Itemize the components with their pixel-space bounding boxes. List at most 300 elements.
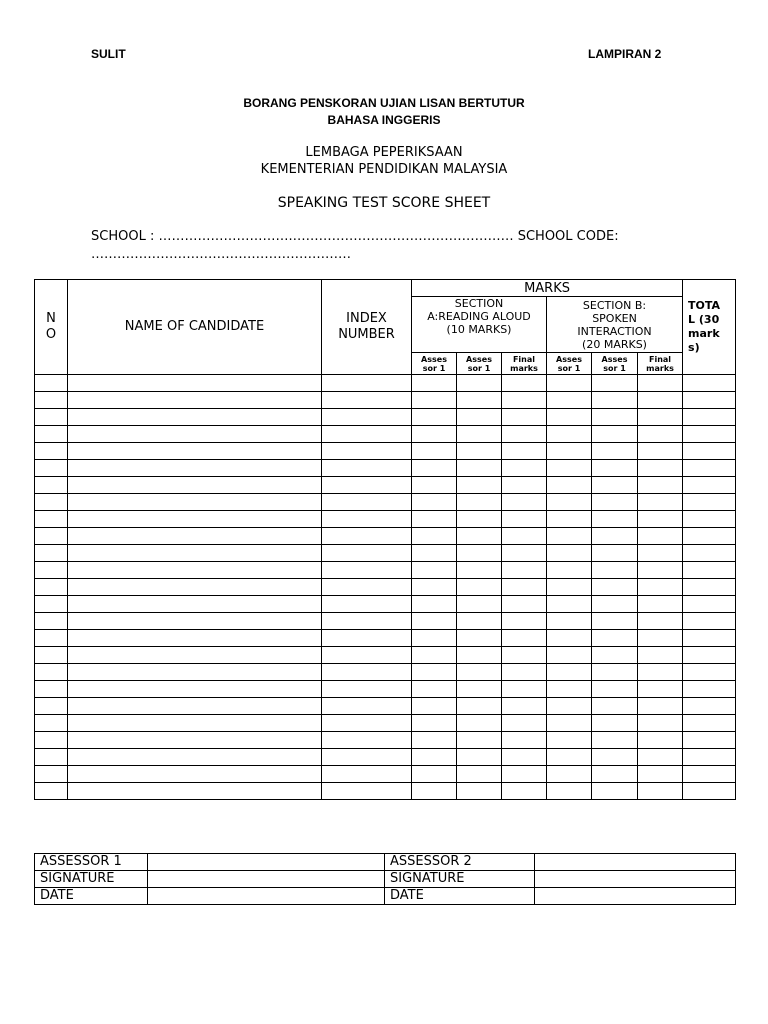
index-number-cell[interactable] (322, 613, 412, 630)
candidate-name-cell[interactable] (68, 698, 322, 715)
candidate-name-cell[interactable] (68, 460, 322, 477)
sec-b-assessor-1-cell[interactable] (547, 732, 592, 749)
sec-a-assessor-1-cell[interactable] (412, 732, 457, 749)
sec-b-assessor-2-cell[interactable] (592, 477, 638, 494)
total-cell[interactable] (683, 647, 736, 664)
table-row (35, 375, 736, 392)
sec-a-assessor-2-cell[interactable] (457, 783, 502, 800)
index-number-cell[interactable] (322, 647, 412, 664)
sheet-title: SPEAKING TEST SCORE SHEET (277, 195, 491, 211)
date-1-label: DATE (35, 888, 148, 905)
sec-b-assessor-2-cell[interactable] (592, 494, 638, 511)
table-row (35, 511, 736, 528)
candidate-name-cell[interactable] (68, 681, 322, 698)
sec-b-final-cell[interactable] (638, 494, 683, 511)
sec-a-final-cell[interactable] (502, 613, 547, 630)
sec-a-final-cell[interactable] (502, 664, 547, 681)
sec-b-assessor-1-cell[interactable] (547, 681, 592, 698)
sec-b-final-cell[interactable] (638, 596, 683, 613)
sec-b-final-cell[interactable] (638, 698, 683, 715)
sec-a-final-cell[interactable] (502, 783, 547, 800)
no-cell[interactable] (35, 715, 68, 732)
sec-b-assessor-2-cell[interactable] (592, 443, 638, 460)
sec-a-assessor-1-cell[interactable] (412, 664, 457, 681)
index-number-cell[interactable] (322, 630, 412, 647)
table-row (35, 562, 736, 579)
sec-b-assessor-2-cell[interactable] (592, 664, 638, 681)
sec-b-assessor-2-cell[interactable] (592, 545, 638, 562)
sec-a-assessor-1-cell[interactable] (412, 596, 457, 613)
total-cell[interactable] (683, 545, 736, 562)
sec-a-assessor-1-cell[interactable] (412, 409, 457, 426)
sec-a-assessor-2-cell[interactable] (457, 766, 502, 783)
header-sec-a-final-marks: Final marks (502, 353, 547, 375)
total-cell[interactable] (683, 749, 736, 766)
candidate-name-cell[interactable] (68, 749, 322, 766)
sec-a-assessor-1-cell[interactable] (412, 375, 457, 392)
sec-b-assessor-2-cell[interactable] (592, 528, 638, 545)
total-cell[interactable] (683, 579, 736, 596)
total-cell[interactable] (683, 783, 736, 800)
candidate-name-cell[interactable] (68, 732, 322, 749)
sec-a-final-cell[interactable] (502, 460, 547, 477)
table-row (35, 664, 736, 681)
sec-b-assessor-1-cell[interactable] (547, 392, 592, 409)
sec-a-final-cell[interactable] (502, 749, 547, 766)
school-field: SCHOOL : ………………………….…………………………………………… SCHOOL CODE: (91, 229, 619, 244)
no-cell[interactable] (35, 749, 68, 766)
table-row (35, 749, 736, 766)
candidate-name-cell[interactable] (68, 562, 322, 579)
form-title-line2: BAHASA INGGERIS (327, 113, 441, 127)
sec-b-final-cell[interactable] (638, 766, 683, 783)
sec-a-assessor-1-cell[interactable] (412, 613, 457, 630)
sec-a-assessor-2-cell[interactable] (457, 681, 502, 698)
sec-b-assessor-1-cell[interactable] (547, 749, 592, 766)
sec-b-assessor-1-cell[interactable] (547, 460, 592, 477)
sec-a-assessor-1-cell[interactable] (412, 749, 457, 766)
sec-a-assessor-1-cell[interactable] (412, 681, 457, 698)
sec-a-assessor-1-cell[interactable] (412, 443, 457, 460)
table-row (35, 613, 736, 630)
sec-b-assessor-2-cell[interactable] (592, 715, 638, 732)
sec-a-final-cell[interactable] (502, 562, 547, 579)
sec-a-final-cell[interactable] (502, 426, 547, 443)
total-cell[interactable] (683, 477, 736, 494)
sec-a-final-cell[interactable] (502, 528, 547, 545)
candidate-name-cell[interactable] (68, 579, 322, 596)
sec-b-assessor-1-cell[interactable] (547, 613, 592, 630)
index-number-cell[interactable] (322, 545, 412, 562)
sec-a-assessor-2-cell[interactable] (457, 375, 502, 392)
assessor-2-field[interactable] (535, 854, 736, 871)
sec-a-assessor-2-cell[interactable] (457, 732, 502, 749)
org-line1: LEMBAGA PEPERIKSAAN (305, 145, 463, 160)
total-cell[interactable] (683, 392, 736, 409)
total-cell[interactable] (683, 443, 736, 460)
sec-a-assessor-2-cell[interactable] (457, 443, 502, 460)
candidate-name-cell[interactable] (68, 443, 322, 460)
index-number-cell[interactable] (322, 562, 412, 579)
sec-b-final-cell[interactable] (638, 715, 683, 732)
header-total: TOTA L (30 mark s) (683, 280, 736, 375)
total-cell[interactable] (683, 681, 736, 698)
sec-a-assessor-2-cell[interactable] (457, 528, 502, 545)
no-cell[interactable] (35, 732, 68, 749)
no-cell[interactable] (35, 392, 68, 409)
index-number-cell[interactable] (322, 732, 412, 749)
table-row (35, 630, 736, 647)
sec-b-assessor-1-cell[interactable] (547, 545, 592, 562)
candidate-name-cell[interactable] (68, 545, 322, 562)
sec-a-final-cell[interactable] (502, 375, 547, 392)
header-sec-b-assessor-1: Asses sor 1 (547, 353, 592, 375)
candidate-name-cell[interactable] (68, 630, 322, 647)
total-cell[interactable] (683, 596, 736, 613)
candidate-name-cell[interactable] (68, 783, 322, 800)
no-cell[interactable] (35, 562, 68, 579)
sec-a-assessor-1-cell[interactable] (412, 579, 457, 596)
sec-a-final-cell[interactable] (502, 681, 547, 698)
sec-a-assessor-2-cell[interactable] (457, 460, 502, 477)
no-cell[interactable] (35, 443, 68, 460)
sec-b-final-cell[interactable] (638, 579, 683, 596)
table-row (35, 528, 736, 545)
index-number-cell[interactable] (322, 698, 412, 715)
score-table-body (35, 375, 736, 800)
sec-a-assessor-1-cell[interactable] (412, 545, 457, 562)
sec-a-final-cell[interactable] (502, 545, 547, 562)
sec-b-assessor-1-cell[interactable] (547, 528, 592, 545)
index-number-cell[interactable] (322, 596, 412, 613)
table-row (35, 579, 736, 596)
no-cell[interactable] (35, 528, 68, 545)
sec-a-assessor-2-cell[interactable] (457, 409, 502, 426)
table-row (35, 494, 736, 511)
sec-b-assessor-1-cell[interactable] (547, 375, 592, 392)
candidate-name-cell[interactable] (68, 477, 322, 494)
sec-b-final-cell[interactable] (638, 392, 683, 409)
sec-b-final-cell[interactable] (638, 528, 683, 545)
no-cell[interactable] (35, 766, 68, 783)
sec-a-final-cell[interactable] (502, 698, 547, 715)
no-cell[interactable] (35, 460, 68, 477)
sec-b-assessor-1-cell[interactable] (547, 698, 592, 715)
table-row (35, 783, 736, 800)
no-cell[interactable] (35, 783, 68, 800)
candidate-name-cell[interactable] (68, 528, 322, 545)
sec-a-final-cell[interactable] (502, 732, 547, 749)
sec-b-assessor-1-cell[interactable] (547, 664, 592, 681)
index-number-cell[interactable] (322, 392, 412, 409)
sec-a-final-cell[interactable] (502, 477, 547, 494)
no-cell[interactable] (35, 596, 68, 613)
sec-b-assessor-2-cell[interactable] (592, 511, 638, 528)
index-number-cell[interactable] (322, 783, 412, 800)
sec-b-final-cell[interactable] (638, 613, 683, 630)
total-cell[interactable] (683, 766, 736, 783)
sec-a-assessor-1-cell[interactable] (412, 426, 457, 443)
sec-a-assessor-2-cell[interactable] (457, 545, 502, 562)
no-cell[interactable] (35, 698, 68, 715)
sec-a-assessor-2-cell[interactable] (457, 664, 502, 681)
total-cell[interactable] (683, 426, 736, 443)
sec-b-assessor-1-cell[interactable] (547, 494, 592, 511)
sec-b-assessor-1-cell[interactable] (547, 579, 592, 596)
sec-b-assessor-1-cell[interactable] (547, 562, 592, 579)
sec-b-assessor-1-cell[interactable] (547, 596, 592, 613)
date-2-field[interactable] (535, 888, 736, 905)
sec-b-assessor-2-cell[interactable] (592, 579, 638, 596)
no-cell[interactable] (35, 664, 68, 681)
sec-b-final-cell[interactable] (638, 647, 683, 664)
sec-b-assessor-2-cell[interactable] (592, 647, 638, 664)
sec-b-assessor-2-cell[interactable] (592, 783, 638, 800)
sec-b-final-cell[interactable] (638, 511, 683, 528)
index-number-cell[interactable] (322, 409, 412, 426)
table-row (35, 647, 736, 664)
candidate-name-cell[interactable] (68, 375, 322, 392)
candidate-name-cell[interactable] (68, 647, 322, 664)
total-cell[interactable] (683, 732, 736, 749)
org-line2: KEMENTERIAN PENDIDIKAN MALAYSIA (260, 162, 508, 177)
sec-a-assessor-1-cell[interactable] (412, 647, 457, 664)
sec-b-assessor-2-cell[interactable] (592, 732, 638, 749)
sec-a-assessor-2-cell[interactable] (457, 596, 502, 613)
sec-b-assessor-2-cell[interactable] (592, 630, 638, 647)
sec-b-assessor-2-cell[interactable] (592, 460, 638, 477)
sec-b-assessor-2-cell[interactable] (592, 766, 638, 783)
sec-b-final-cell[interactable] (638, 664, 683, 681)
total-cell[interactable] (683, 664, 736, 681)
sec-b-assessor-1-cell[interactable] (547, 647, 592, 664)
sec-b-final-cell[interactable] (638, 477, 683, 494)
sec-a-assessor-1-cell[interactable] (412, 630, 457, 647)
sec-a-final-cell[interactable] (502, 715, 547, 732)
sec-a-final-cell[interactable] (502, 647, 547, 664)
sec-a-assessor-1-cell[interactable] (412, 698, 457, 715)
sec-b-final-cell[interactable] (638, 732, 683, 749)
sec-a-final-cell[interactable] (502, 630, 547, 647)
sec-b-final-cell[interactable] (638, 426, 683, 443)
sec-b-assessor-2-cell[interactable] (592, 426, 638, 443)
index-number-cell[interactable] (322, 511, 412, 528)
candidate-name-cell[interactable] (68, 613, 322, 630)
sec-a-assessor-2-cell[interactable] (457, 647, 502, 664)
index-number-cell[interactable] (322, 460, 412, 477)
index-number-cell[interactable] (322, 477, 412, 494)
sec-a-assessor-2-cell[interactable] (457, 698, 502, 715)
total-cell[interactable] (683, 375, 736, 392)
no-cell[interactable] (35, 647, 68, 664)
table-row (35, 477, 736, 494)
sec-b-final-cell[interactable] (638, 460, 683, 477)
sec-b-final-cell[interactable] (638, 409, 683, 426)
sec-a-assessor-2-cell[interactable] (457, 613, 502, 630)
index-number-cell[interactable] (322, 426, 412, 443)
total-cell[interactable] (683, 528, 736, 545)
index-number-cell[interactable] (322, 375, 412, 392)
sec-a-assessor-2-cell[interactable] (457, 630, 502, 647)
table-row (35, 443, 736, 460)
table-row (35, 545, 736, 562)
sec-a-assessor-1-cell[interactable] (412, 783, 457, 800)
sec-b-assessor-2-cell[interactable] (592, 409, 638, 426)
header-section-b: SECTION B: SPOKEN INTERACTION (20 MARKS) (547, 297, 683, 353)
sec-b-final-cell[interactable] (638, 749, 683, 766)
sec-a-assessor-1-cell[interactable] (412, 494, 457, 511)
header-section-a: SECTION A:READING ALOUD (10 MARKS) (412, 297, 547, 353)
total-cell[interactable] (683, 630, 736, 647)
total-cell[interactable] (683, 613, 736, 630)
header-sec-a-assessor-1: Asses sor 1 (412, 353, 457, 375)
no-cell[interactable] (35, 477, 68, 494)
candidate-name-cell[interactable] (68, 426, 322, 443)
sec-a-assessor-2-cell[interactable] (457, 715, 502, 732)
sec-a-assessor-2-cell[interactable] (457, 749, 502, 766)
header-index-number: INDEX NUMBER (322, 280, 412, 375)
total-cell[interactable] (683, 715, 736, 732)
sec-a-assessor-1-cell[interactable] (412, 766, 457, 783)
sec-b-assessor-1-cell[interactable] (547, 715, 592, 732)
no-cell[interactable] (35, 681, 68, 698)
sec-b-final-cell[interactable] (638, 443, 683, 460)
no-cell[interactable] (35, 630, 68, 647)
table-row (35, 460, 736, 477)
sec-b-assessor-1-cell[interactable] (547, 630, 592, 647)
index-number-cell[interactable] (322, 681, 412, 698)
sec-a-assessor-1-cell[interactable] (412, 562, 457, 579)
sec-b-final-cell[interactable] (638, 562, 683, 579)
index-number-cell[interactable] (322, 443, 412, 460)
date-2-label: DATE (385, 888, 535, 905)
sec-a-assessor-1-cell[interactable] (412, 528, 457, 545)
total-cell[interactable] (683, 460, 736, 477)
sec-a-final-cell[interactable] (502, 409, 547, 426)
no-cell[interactable] (35, 511, 68, 528)
no-cell[interactable] (35, 579, 68, 596)
header-lampiran: LAMPIRAN 2 (588, 47, 662, 61)
index-number-cell[interactable] (322, 528, 412, 545)
sec-a-assessor-1-cell[interactable] (412, 715, 457, 732)
sec-a-assessor-2-cell[interactable] (457, 494, 502, 511)
sec-b-final-cell[interactable] (638, 545, 683, 562)
sec-b-assessor-1-cell[interactable] (547, 783, 592, 800)
no-cell[interactable] (35, 545, 68, 562)
sec-b-final-cell[interactable] (638, 375, 683, 392)
sec-b-assessor-2-cell[interactable] (592, 749, 638, 766)
total-cell[interactable] (683, 511, 736, 528)
no-cell[interactable] (35, 409, 68, 426)
sec-a-assessor-1-cell[interactable] (412, 392, 457, 409)
sec-b-assessor-2-cell[interactable] (592, 375, 638, 392)
index-number-cell[interactable] (322, 766, 412, 783)
candidate-name-cell[interactable] (68, 409, 322, 426)
sec-a-final-cell[interactable] (502, 494, 547, 511)
sec-b-assessor-2-cell[interactable] (592, 562, 638, 579)
sec-a-assessor-2-cell[interactable] (457, 477, 502, 494)
sec-a-final-cell[interactable] (502, 766, 547, 783)
sec-a-assessor-2-cell[interactable] (457, 426, 502, 443)
table-row (35, 766, 736, 783)
school-field-continued: …………………………………………………… (91, 247, 351, 262)
sec-a-assessor-1-cell[interactable] (412, 511, 457, 528)
no-cell[interactable] (35, 613, 68, 630)
candidate-name-cell[interactable] (68, 511, 322, 528)
signature-table (34, 853, 736, 905)
candidate-name-cell[interactable] (68, 664, 322, 681)
header-sec-b-assessor-2: Asses sor 1 (592, 353, 638, 375)
assessor-1-field[interactable] (148, 854, 385, 871)
sec-a-assessor-1-cell[interactable] (412, 460, 457, 477)
table-row (35, 426, 736, 443)
table-row (35, 681, 736, 698)
index-number-cell[interactable] (322, 715, 412, 732)
sec-a-assessor-2-cell[interactable] (457, 392, 502, 409)
sec-a-assessor-2-cell[interactable] (457, 562, 502, 579)
candidate-name-cell[interactable] (68, 596, 322, 613)
form-title-line1: BORANG PENSKORAN UJIAN LISAN BERTUTUR (243, 96, 525, 110)
no-cell[interactable] (35, 494, 68, 511)
sec-b-assessor-1-cell[interactable] (547, 409, 592, 426)
sec-b-final-cell[interactable] (638, 783, 683, 800)
index-number-cell[interactable] (322, 579, 412, 596)
candidate-name-cell[interactable] (68, 494, 322, 511)
signature-2-field[interactable] (535, 871, 736, 888)
sec-b-assessor-2-cell[interactable] (592, 698, 638, 715)
total-cell[interactable] (683, 409, 736, 426)
sec-a-assessor-2-cell[interactable] (457, 511, 502, 528)
sec-a-assessor-2-cell[interactable] (457, 579, 502, 596)
sec-b-assessor-2-cell[interactable] (592, 681, 638, 698)
sec-b-assessor-2-cell[interactable] (592, 613, 638, 630)
sec-a-final-cell[interactable] (502, 392, 547, 409)
assessor-1-label: ASSESSOR 1 (35, 854, 148, 871)
candidate-name-cell[interactable] (68, 766, 322, 783)
sec-a-final-cell[interactable] (502, 443, 547, 460)
signature-1-field[interactable] (148, 871, 385, 888)
index-number-cell[interactable] (322, 749, 412, 766)
sec-a-assessor-1-cell[interactable] (412, 477, 457, 494)
sec-b-final-cell[interactable] (638, 630, 683, 647)
candidate-name-cell[interactable] (68, 392, 322, 409)
index-number-cell[interactable] (322, 664, 412, 681)
index-number-cell[interactable] (322, 494, 412, 511)
header-sec-a-assessor-2: Asses sor 1 (457, 353, 502, 375)
sec-a-final-cell[interactable] (502, 596, 547, 613)
sec-b-assessor-1-cell[interactable] (547, 477, 592, 494)
assessor-2-label: ASSESSOR 2 (385, 854, 535, 871)
sec-b-assessor-2-cell[interactable] (592, 392, 638, 409)
header-sec-b-final-marks: Final marks (638, 353, 683, 375)
sec-b-assessor-2-cell[interactable] (592, 596, 638, 613)
date-1-field[interactable] (148, 888, 385, 905)
total-cell[interactable] (683, 494, 736, 511)
no-cell[interactable] (35, 426, 68, 443)
total-cell[interactable] (683, 698, 736, 715)
sec-b-assessor-1-cell[interactable] (547, 426, 592, 443)
sec-a-final-cell[interactable] (502, 511, 547, 528)
sec-b-assessor-1-cell[interactable] (547, 443, 592, 460)
sec-b-assessor-1-cell[interactable] (547, 511, 592, 528)
sec-b-assessor-1-cell[interactable] (547, 766, 592, 783)
sec-a-final-cell[interactable] (502, 579, 547, 596)
sec-b-final-cell[interactable] (638, 681, 683, 698)
candidate-name-cell[interactable] (68, 715, 322, 732)
no-cell[interactable] (35, 375, 68, 392)
total-cell[interactable] (683, 562, 736, 579)
header-sulit: SULIT (91, 47, 126, 61)
